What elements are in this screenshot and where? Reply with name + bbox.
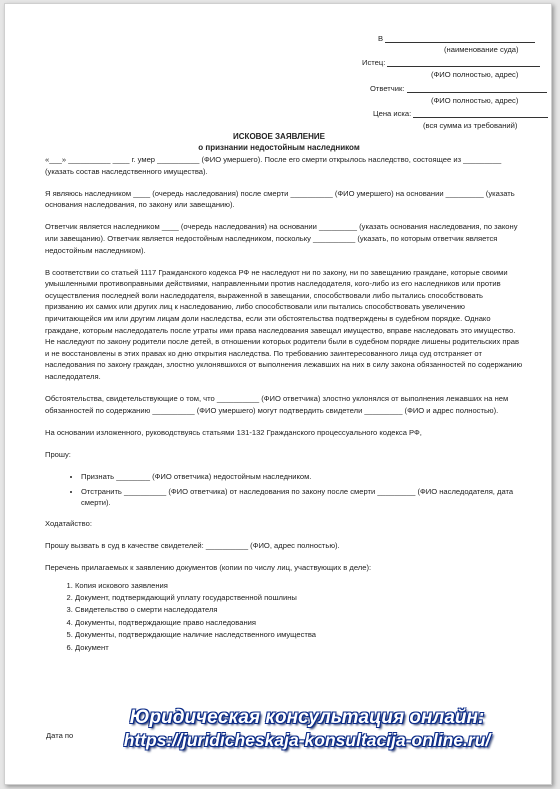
documents-intro: Перечень прилагаемых к заявлению документов (копии по числу лиц, участвующих в деле): (45, 562, 372, 572)
price-label: Цена иска: (373, 109, 412, 118)
court-prefix: В (378, 34, 384, 43)
paragraph-law-1117: В соответствии со статьей 1117 Гражданского кодекса РФ не наследуют ни по закону, ни по завещанию граждане, которые своими умышленными противоправными действиями, направленными против наследодателя, кого-либо из его наследников или против осуществления последней воли наследодателя, выраженной в завещании, способствовали либо пытались способствовать призванию их самих или других лиц к наследованию, либо способствовали или пытались способствовать увеличению причитающейся им или другим лицам доли наследства, если эти обстоятельства подтверждены в судебном порядке. Однако граждане, которым наследодатель после утраты ими права наследования завещал имущество, вправе наследовать это имущество. Не наследуют по закону родители после детей, в отношении которых родители были в судебном порядке лишены родительских прав и не восстановлены в этих правах ко дню открытия наследства. По требованию заинтересованного лица суд отстраняет от наследования по закону граждан, злостно уклонявшихся от выполнения лежавших на них в силу закона обязанностей по содержанию наследодателя. (45, 267, 523, 381)
plaintiff-line (362, 58, 540, 67)
paragraph-plaintiff-heir: Я являюсь наследником ____ (очередь наследования) после смерти __________ (ФИО умершего) на основании _________ (указать основания наследования, по закону или завещанию). (45, 188, 515, 210)
document-item: 3. Свидетельство о смерти наследодателя (75, 604, 523, 616)
document-item: 2. Документ, подтверждающий уплату государственной пошлины (75, 592, 523, 604)
watermark-banner (67, 706, 547, 752)
paragraph-death: «___» __________ ____ г. умер __________ (ФИО умершего). После его смерти открылось наследство, состоящее из _________ (указать состав наследственного имущества). (45, 155, 502, 176)
document-item: 1. Копия искового заявления (75, 580, 523, 592)
motion-heading: Ходатайство: (45, 518, 92, 528)
watermark-url[interactable]: https://juridicheskaja-konsultacija-online.ru/ (123, 730, 491, 750)
document-item: 4. Документы, подтверждающие право наследования (75, 617, 523, 629)
plaintiff-label: Истец: (362, 58, 386, 67)
document-header (5, 4, 552, 134)
motion-text: Прошу вызвать в суд в качестве свидетелей: __________ (ФИО, адрес полностью). (45, 540, 340, 550)
paragraph-evidence: Обстоятельства, свидетельствующие о том, что __________ (ФИО ответчика) злостно уклонялся от выполнения лежавших на нем обязанностей по содержанию __________ (ФИО умершего) могут подтвердить свидетели _________ (ФИО и адрес полностью). (45, 394, 509, 415)
request-item: • Отстранить __________ (ФИО ответчика) от наследования по закону после смерти _________ (ФИО наследодателя, дата смерти). (81, 486, 523, 509)
defendant-blank (407, 84, 547, 93)
document-title: ИСКОВОЕ ЗАЯВЛЕНИЕ (233, 132, 325, 141)
price-line (373, 109, 548, 118)
watermark-title: Юридическая консультация онлайн: (129, 707, 485, 728)
paragraph-request-heading: Прошу: (45, 449, 71, 459)
defendant-hint: (ФИО полностью, адрес) (431, 96, 519, 105)
document-page (4, 3, 552, 785)
document-body (45, 154, 523, 654)
document-subtitle: о признании недостойным наследником (198, 143, 360, 152)
price-hint: (вся сумма из требований) (423, 121, 518, 130)
plaintiff-hint: (ФИО полностью, адрес) (431, 70, 519, 79)
paragraph-legal-basis: На основании изложенного, руководствуясь статьями 131-132 Гражданского процессуального кодекса РФ, (45, 427, 422, 437)
document-item: 6. Документ (75, 642, 523, 654)
paragraph-defendant-heir: Ответчик является наследником ____ (очередь наследования) на основании _________ (указать основания наследования, по закону или завещанию). Ответчик является недостойным наследником, поскольку __________ (указать, по которым ответчик является недостойным наследником). (45, 222, 518, 255)
date-label: Дата по (46, 731, 74, 740)
defendant-label: Ответчик: (370, 84, 405, 93)
plaintiff-blank (387, 58, 540, 67)
documents-list (45, 580, 523, 654)
court-hint: (наименование суда) (444, 45, 519, 54)
court-blank (385, 34, 535, 43)
document-item: 5. Документы, подтверждающие наличие наследственного имущества (75, 629, 523, 641)
defendant-line (370, 84, 547, 93)
request-item: • Признать ________ (ФИО ответчика) недостойным наследником. (81, 471, 523, 483)
court-line (378, 34, 535, 43)
price-blank (413, 109, 548, 118)
request-list (45, 471, 523, 509)
